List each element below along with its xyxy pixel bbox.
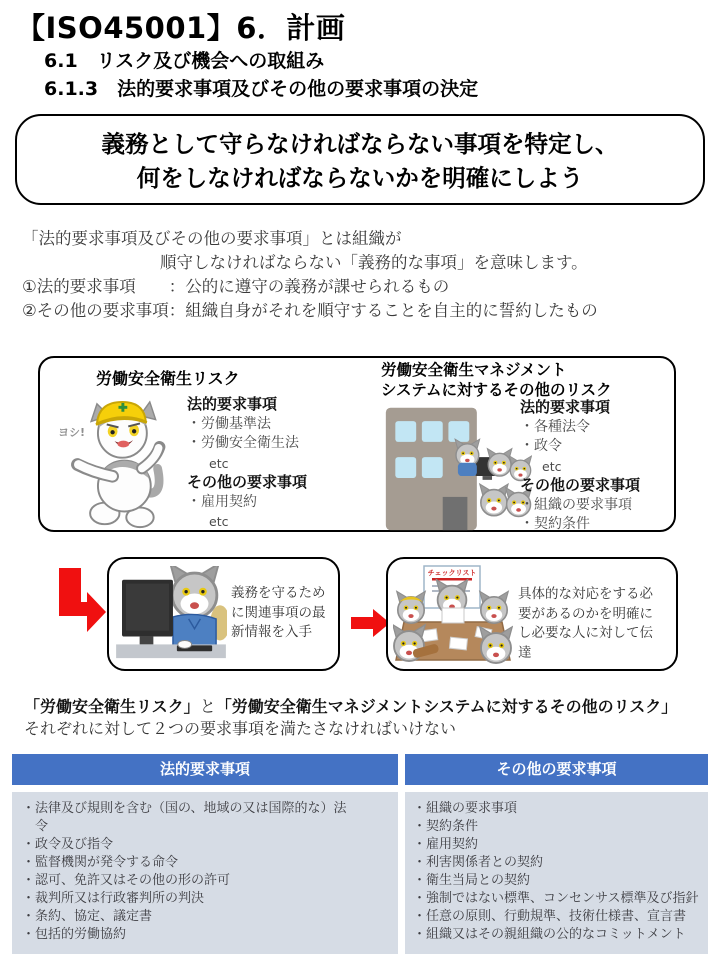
key-message-box — [15, 114, 705, 205]
table-header-row — [12, 754, 708, 785]
intro-line3: ①法的要求事項 ：公的に遵守の義務が課せられるもの — [22, 277, 450, 296]
table-row: ・雇用契約 — [413, 837, 479, 852]
summary-line2: それぞれに対して２つの要求事項を満たさなければいけない — [24, 718, 457, 738]
list-item: ・組織の要求事項 — [520, 496, 632, 513]
section-subtitle: 6.1 リスク及び機会への取組み — [44, 50, 325, 72]
right-risk-title — [381, 361, 681, 400]
table-row: ・認可、免許又はその他の形の許可 — [22, 873, 231, 888]
table-row: ・強制ではない標準、コンセンサス標準及び指針 — [413, 891, 699, 906]
elbow-arrow-icon — [55, 568, 107, 640]
table-cell-other — [405, 792, 708, 954]
cat-computer-illustration — [115, 566, 227, 664]
process-step2-text: 具体的な対応をする必要があるのかを明確にし必要な人に対して伝達 — [518, 586, 653, 661]
intro-paragraph — [22, 227, 712, 323]
clause-subtitle: 6.1.3 法的要求事項及びその他の要求事項の決定 — [44, 78, 479, 100]
yoshi-speech: ヨシ! — [58, 426, 86, 439]
risk-overview-box — [38, 356, 676, 532]
table-row: ・利害関係者との契約 — [413, 855, 544, 870]
table-body-row — [12, 792, 708, 954]
table-row: ・任意の原則、行動規準、技術仕様書、宣言書 — [413, 909, 687, 924]
intro-line2: 順守しなければならない「義務的な事項」を意味します。 — [160, 253, 588, 272]
left-risk-list — [187, 395, 307, 532]
list-item: etc — [542, 458, 562, 474]
summary-line1 — [24, 696, 714, 718]
table-header-other: その他の要求事項 — [405, 754, 708, 785]
right-arrow-icon — [351, 607, 391, 639]
table-cell-legal — [12, 792, 398, 954]
requirements-table — [12, 754, 708, 954]
key-message-line2: 何をしなければならないかを明確にしよう — [136, 164, 584, 192]
table-row: ・監督機関が発令する命令 — [22, 855, 179, 870]
list-item: ・政令 — [520, 438, 562, 454]
summary-bold1: 「労働安全衛生リスク」 — [24, 697, 200, 716]
right-risk-title-line1: 労働安全衛生マネジメント — [381, 361, 567, 379]
other-req-heading: その他の要求事項 — [520, 476, 641, 494]
table-row: ・組織の要求事項 — [413, 801, 518, 816]
intro-line1: 「法的要求事項及びその他の要求事項」とは組織が — [22, 229, 402, 248]
right-risk-list — [520, 398, 640, 535]
process-step1-text: 義務を守るために関連事項の最新情報を入手 — [231, 585, 326, 640]
table-row: ・包括的労働協約 — [22, 927, 127, 942]
key-message-line1: 義務として守らなければならない事項を特定し、 — [101, 130, 619, 158]
left-risk-title: 労働安全衛生リスク — [96, 369, 240, 388]
meeting-cats-illustration — [393, 564, 513, 668]
page-title: 【ISO45001】6．計画 — [16, 11, 346, 45]
table-row: ・政令及び指令 — [22, 837, 114, 852]
office-building-illustration — [380, 404, 532, 532]
table-row: ・条約、協定、議定書 — [22, 909, 153, 924]
summary-mid: と — [199, 697, 216, 716]
list-item: etc — [209, 514, 229, 529]
summary-paragraph — [24, 696, 714, 739]
table-row: ・衛生当局との契約 — [413, 873, 531, 888]
table-row: ・法律及び規則を含む（国の、地域の又は国際的な）法令 — [22, 801, 347, 834]
list-item: ・雇用契約 — [187, 493, 257, 510]
legal-req-heading: 法的要求事項 — [520, 398, 611, 416]
intro-line4: ②その他の要求事項：組織自身がそれを順守することを自主的に誓約したもの — [22, 301, 598, 320]
list-item: ・労働安全衛生法 — [187, 435, 299, 451]
list-item: ・契約条件 — [520, 516, 590, 532]
table-row: ・契約条件 — [413, 819, 479, 834]
process-step2-box — [386, 557, 678, 671]
other-req-heading: その他の要求事項 — [187, 473, 308, 491]
process-step1-box — [107, 557, 340, 671]
table-row: ・裁判所又は行政審判所の判決 — [22, 891, 205, 906]
legal-req-heading: 法的要求事項 — [187, 395, 278, 413]
list-item: etc — [209, 455, 229, 471]
right-risk-title-line2: システムに対するその他のリスク — [381, 380, 612, 399]
list-item: ・各種法令 — [520, 418, 590, 435]
list-item: ・労働基準法 — [187, 415, 271, 432]
table-header-legal: 法的要求事項 — [12, 754, 398, 785]
safety-cat-illustration — [50, 400, 185, 532]
summary-bold2: 「労働安全衛生マネジメントシステムに対するその他のリスク」 — [215, 697, 678, 716]
table-row: ・組織又はその親組織の公的なコミットメント — [413, 927, 686, 942]
board-label: チェックリスト — [427, 569, 477, 577]
